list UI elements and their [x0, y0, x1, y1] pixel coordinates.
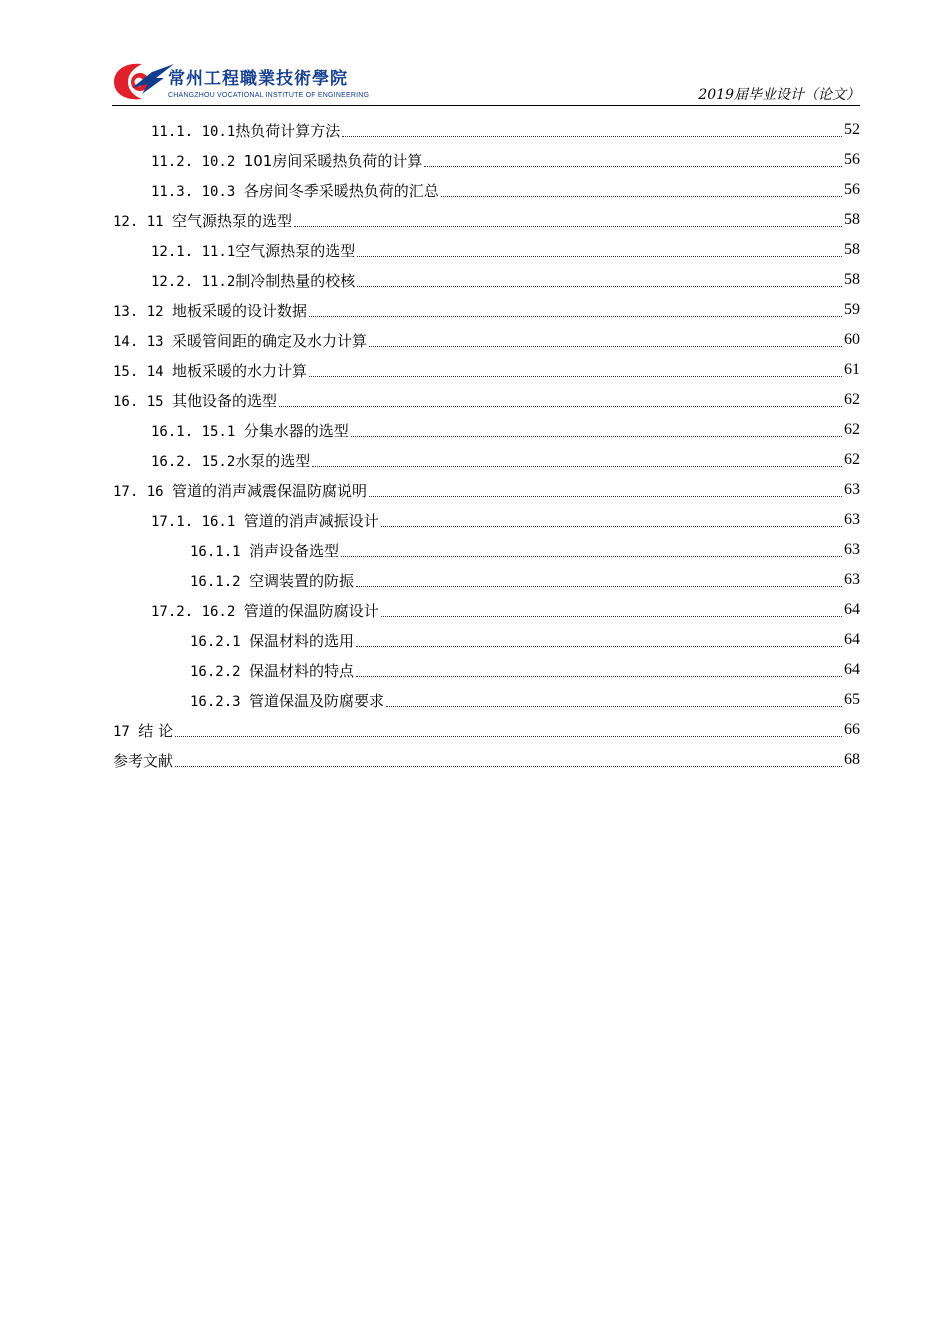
toc-entry-title: [151, 120, 340, 141]
toc-entry-title: [151, 450, 310, 471]
header-rule: [112, 105, 860, 106]
toc-entry-title: [113, 210, 292, 231]
toc-entry-text: 空气源热泵的选型: [235, 241, 356, 260]
toc-entry-text: 消声设备选型: [249, 541, 340, 560]
toc-entry[interactable]: [113, 325, 860, 355]
toc-entry-text: 保温材料的选用: [249, 631, 355, 650]
toc-entry-title: [190, 540, 339, 561]
toc-entry-page: 64: [844, 661, 860, 678]
toc-entry-page: 64: [844, 631, 860, 648]
toc-entry-page: 61: [844, 361, 860, 378]
toc-entry-page: 58: [844, 241, 860, 258]
toc-leader-dots: [294, 226, 842, 227]
toc-entry[interactable]: [113, 595, 860, 625]
toc-leader-dots: [312, 466, 842, 467]
toc-leader-dots: [381, 616, 842, 617]
toc-entry-text: 水泵的选型: [235, 451, 311, 470]
toc-entry[interactable]: [113, 175, 860, 205]
toc-leader-dots: [342, 136, 842, 137]
toc-entry-number: 15. 14: [113, 363, 173, 380]
toc-entry-text: 101房间采暖热负荷的计算: [243, 151, 423, 170]
toc-entry-number: 17. 16: [113, 483, 173, 500]
toc-entry-number: 17.2. 16.2: [151, 603, 244, 620]
toc-entry[interactable]: [113, 385, 860, 415]
toc-entry[interactable]: [113, 655, 860, 685]
toc-entry-page: 68: [844, 751, 860, 768]
toc-entry-number: 16.2.1: [190, 633, 250, 650]
school-logo-icon: [112, 60, 176, 102]
toc-entry-text: 管道的消声减震保温防腐说明: [172, 481, 368, 500]
toc-entry[interactable]: [113, 115, 860, 145]
toc-entry-title: [151, 420, 349, 441]
toc-entry-text: 分集水器的选型: [243, 421, 349, 440]
toc-entry-title: [190, 570, 354, 591]
toc-entry-number: 16. 15: [113, 393, 173, 410]
toc-leader-dots: [357, 256, 842, 257]
toc-entry[interactable]: [113, 625, 860, 655]
toc-entry-text: 管道的消声减振设计: [243, 511, 379, 530]
toc-leader-dots: [351, 436, 842, 437]
toc-entry[interactable]: [113, 685, 860, 715]
toc-entry-text: 空调装置的防振: [249, 571, 355, 590]
toc-entry-title: [151, 150, 422, 171]
toc-entry[interactable]: [113, 205, 860, 235]
toc-leader-dots: [441, 196, 842, 197]
toc-leader-dots: [386, 706, 842, 707]
toc-entry-page: 66: [844, 721, 860, 738]
toc-entry-number: 11.1. 10.1: [151, 123, 236, 140]
toc-leader-dots: [356, 586, 842, 587]
toc-entry-text: 参考文献: [113, 751, 174, 770]
toc-entry-text: 地板采暖的设计数据: [172, 301, 308, 320]
toc-leader-dots: [381, 526, 842, 527]
toc-entry-page: 60: [844, 331, 860, 348]
toc-entry[interactable]: [113, 745, 860, 775]
toc-entry-number: 17.1. 16.1: [151, 513, 244, 530]
toc-leader-dots: [309, 316, 842, 317]
toc-entry-page: 63: [844, 481, 860, 498]
toc-entry-number: 12. 11: [113, 213, 173, 230]
toc-leader-dots: [309, 376, 842, 377]
toc-leader-dots: [175, 766, 842, 767]
toc-entry-title: [190, 660, 354, 681]
toc-entry[interactable]: [113, 415, 860, 445]
page-header: [112, 58, 860, 106]
toc-entry-page: 62: [844, 391, 860, 408]
toc-entry-number: 17: [113, 723, 139, 740]
toc-entry-page: 62: [844, 421, 860, 438]
toc-entry-page: 59: [844, 301, 860, 318]
toc-entry[interactable]: [113, 715, 860, 745]
school-name-en: CHANGZHOU VOCATIONAL INSTITUTE OF ENGINEERING: [168, 92, 370, 99]
toc-entry-number: 13. 12: [113, 303, 173, 320]
toc-entry-text: 热负荷计算方法: [235, 121, 341, 140]
toc-entry[interactable]: [113, 145, 860, 175]
toc-entry-page: 63: [844, 511, 860, 528]
toc-entry-title: [151, 240, 355, 261]
toc-leader-dots: [279, 406, 842, 407]
toc-entry-title: [113, 750, 173, 771]
toc-entry-number: 11.2. 10.2: [151, 153, 244, 170]
toc-entry-page: 52: [844, 121, 860, 138]
toc-leader-dots: [369, 346, 842, 347]
toc-entry-page: 58: [844, 271, 860, 288]
toc-entry-number: 16.2. 15.2: [151, 453, 236, 470]
toc-entry-title: [151, 180, 439, 201]
toc-entry-number: 16.2.3: [190, 693, 250, 710]
toc-entry-text: 结 论: [138, 721, 174, 740]
toc-entry-title: [113, 360, 307, 381]
toc-entry-title: [113, 390, 277, 411]
toc-leader-dots: [424, 166, 842, 167]
toc-entry-number: 14. 13: [113, 333, 173, 350]
toc-entry[interactable]: [113, 505, 860, 535]
toc-entry-number: 16.2.2: [190, 663, 250, 680]
toc-entry-text: 管道保温及防腐要求: [249, 691, 385, 710]
toc-leader-dots: [175, 736, 842, 737]
toc-entry-page: 63: [844, 571, 860, 588]
toc-entry-title: [151, 270, 355, 291]
toc-entry[interactable]: [113, 475, 860, 505]
toc-entry[interactable]: [113, 235, 860, 265]
toc-entry[interactable]: [113, 535, 860, 565]
toc-entry[interactable]: [113, 565, 860, 595]
toc-entry-page: 64: [844, 601, 860, 618]
toc-entry-title: [113, 480, 367, 501]
table-of-contents: [113, 115, 860, 775]
toc-entry-page: 58: [844, 211, 860, 228]
toc-entry-number: 16.1.1: [190, 543, 250, 560]
toc-entry-title: [151, 600, 379, 621]
toc-entry-text: 制冷制热量的校核: [235, 271, 356, 290]
toc-entry-text: 管道的保温防腐设计: [243, 601, 379, 620]
toc-entry-title: [113, 300, 307, 321]
toc-entry-number: 12.1. 11.1: [151, 243, 236, 260]
toc-leader-dots: [341, 556, 842, 557]
toc-entry-title: [113, 330, 367, 351]
toc-entry-page: 65: [844, 691, 860, 708]
thesis-label: 2019届毕业设计（论文）: [698, 87, 860, 103]
toc-entry-number: 12.2. 11.2: [151, 273, 236, 290]
toc-entry-page: 63: [844, 541, 860, 558]
toc-entry-number: 16.1. 15.1: [151, 423, 244, 440]
toc-entry-title: [190, 630, 354, 651]
toc-entry-text: 采暖管间距的确定及水力计算: [172, 331, 368, 350]
toc-leader-dots: [369, 496, 842, 497]
toc-leader-dots: [356, 676, 842, 677]
toc-entry[interactable]: [113, 295, 860, 325]
toc-entry-page: 62: [844, 451, 860, 468]
toc-entry-text: 空气源热泵的选型: [172, 211, 293, 230]
toc-entry-title: [151, 510, 379, 531]
toc-leader-dots: [356, 646, 842, 647]
toc-entry-text: 保温材料的特点: [249, 661, 355, 680]
toc-entry[interactable]: [113, 265, 860, 295]
toc-entry-text: 各房间冬季采暖热负荷的汇总: [243, 181, 439, 200]
toc-entry-text: 地板采暖的水力计算: [172, 361, 308, 380]
toc-entry-number: 16.1.2: [190, 573, 250, 590]
toc-entry-title: [113, 720, 173, 741]
school-name-cn: 常州工程職業技術學院: [168, 69, 348, 89]
toc-entry-title: [190, 690, 384, 711]
toc-entry-number: 11.3. 10.3: [151, 183, 244, 200]
toc-leader-dots: [357, 286, 842, 287]
toc-entry-page: 56: [844, 151, 860, 168]
toc-entry[interactable]: [113, 355, 860, 385]
toc-entry-page: 56: [844, 181, 860, 198]
toc-entry-text: 其他设备的选型: [172, 391, 278, 410]
toc-entry[interactable]: [113, 445, 860, 475]
